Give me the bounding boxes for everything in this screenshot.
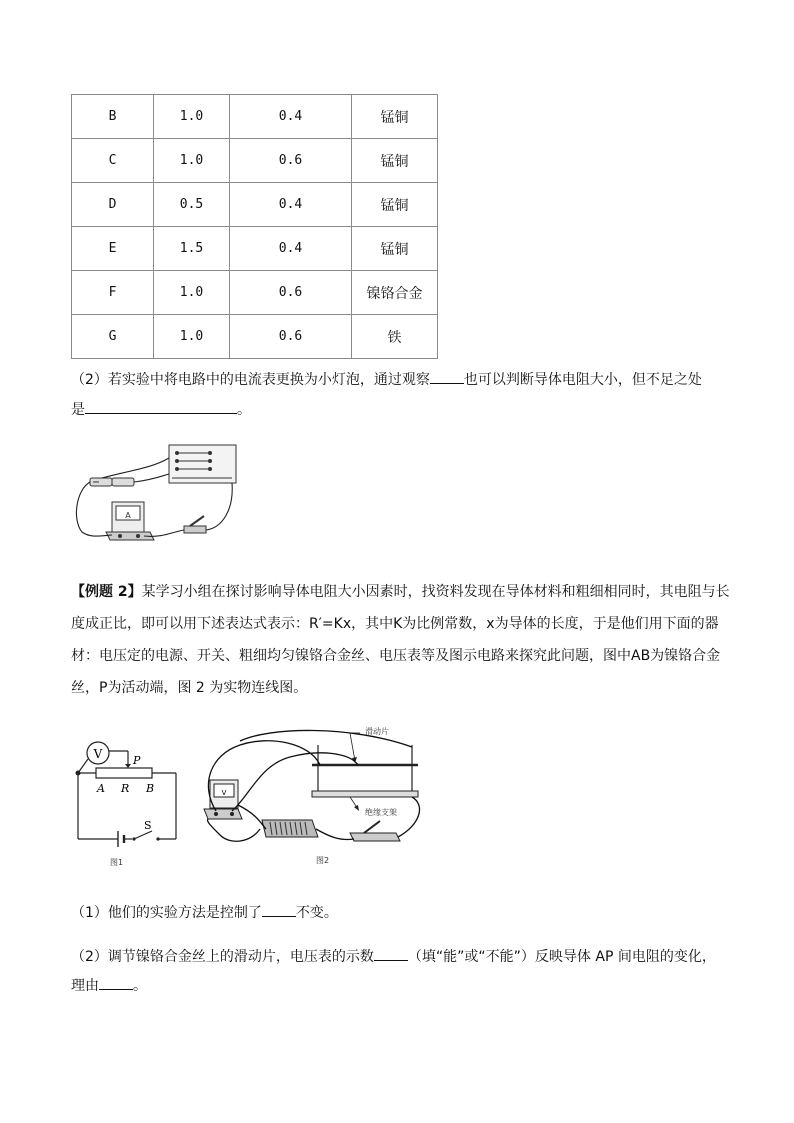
example-2-text-1: 某学习小组在探讨影响导体电阻大小因素时，找资料发现在导体材料和粗细相同时，其电阻与长 [141,584,730,600]
sub-question-1 [71,902,741,923]
table-cell-material: 锰铜 [352,95,438,139]
question-2-text-b: 也可以判断导体电阻大小，但不足之处 [463,372,702,388]
table-cell-id: C [72,139,154,183]
table-row [72,183,438,227]
figure-caption-1: 图1 [110,858,124,867]
answer-blank-can[interactable] [374,946,408,961]
battery-pack [262,820,318,837]
table-row [72,271,438,315]
example-2-line4: 丝，P为活动端，图 2 为实物连线图。 [71,680,308,696]
voltmeter-symbol [87,742,109,764]
circuit-diagram-figure-1 [70,737,180,869]
table-row [72,227,438,271]
battery [90,478,134,486]
question-2-text-c: 是 [71,402,85,418]
table-cell-area: 0.6 [230,271,352,315]
question-2-line2 [71,399,741,420]
sub-question-2-text-b: （填“能”或“不能”）反映导体 AP 间电阻的变化， [407,949,716,965]
sub-question-2-text-a: （2）调节镍铬合金丝上的滑动片，电压表的示数 [71,949,374,965]
answer-blank-reason[interactable] [99,975,133,990]
label-b: B [146,782,155,795]
switch-device [350,821,400,841]
label-a: A [97,782,105,795]
sub-question-2-line1 [71,946,741,967]
table-cell-length: 1.0 [154,315,230,359]
circuit-figure-1 [72,440,242,550]
answer-blank-observe[interactable] [430,369,464,384]
sub-question-2-text-c: 理由 [71,978,99,994]
example-2-line2: 度成正比，即可以用下述表达式表示：R′=Kx，其中K为比例常数，x为导体的长度，于是他们用下面的器 [71,616,719,632]
question-2-line1 [71,369,741,390]
table-row [72,315,438,359]
table-cell-id: G [72,315,154,359]
wire-table [71,94,438,359]
example-2-line1 [71,582,741,602]
slider-label: 滑动片 [365,727,389,736]
battery-symbol [118,831,124,847]
table-cell-material: 锰铜 [352,183,438,227]
voltmeter-device-label: V [221,789,227,797]
resistor-wire-ab [96,768,152,778]
table-cell-area: 0.6 [230,139,352,183]
sub-question-2-text-d: 。 [133,978,147,994]
ammeter-label: A [125,511,131,520]
table-cell-material: 镍铬合金 [352,271,438,315]
junction-dot [76,771,81,776]
table-cell-area: 0.4 [230,183,352,227]
table-cell-id: E [72,227,154,271]
sub-question-1-text-b: 不变。 [295,905,338,921]
table-row [72,139,438,183]
figure-caption-2: 图2 [316,856,330,865]
support-label: 绝缘支架 [365,808,397,817]
ammeter [106,502,154,540]
answer-blank-controlled[interactable] [262,902,296,917]
table-cell-length: 1.0 [154,95,230,139]
voltmeter-device [204,780,242,819]
sub-question-2-line2 [71,975,741,996]
table-cell-length: 1.0 [154,271,230,315]
resistance-board [169,445,236,483]
table-cell-area: 0.6 [230,315,352,359]
example-tag: 【例题 2】 [71,584,142,600]
table-cell-material: 锰铜 [352,139,438,183]
label-p: P [133,754,141,767]
label-s: S [144,819,152,832]
table-cell-length: 1.5 [154,227,230,271]
table-cell-material: 铁 [352,315,438,359]
table-cell-id: F [72,271,154,315]
example-2-line3: 材：电压定的电源、开关、粗细均匀镍铬合金丝、电压表等及图示电路来探究此问题，图中AB为镍铬合金 [71,648,721,664]
table-cell-id: D [72,183,154,227]
table-cell-id: B [72,95,154,139]
physical-wiring-figure-2 [200,725,430,865]
table-cell-area: 0.4 [230,227,352,271]
voltmeter-label: V [93,747,103,761]
table-cell-length: 1.0 [154,139,230,183]
table-row [72,95,438,139]
switch-symbol [132,831,159,841]
sub-question-1-text-a: （1）他们的实验方法是控制了 [71,905,262,921]
table-cell-length: 0.5 [154,183,230,227]
label-r: R [121,782,130,795]
answer-blank-shortcoming[interactable] [85,399,237,414]
table-cell-area: 0.4 [230,95,352,139]
question-2-text-d: 。 [237,402,251,418]
question-2-text-a: （2）若实验中将电路中的电流表更换为小灯泡，通过观察 [71,372,430,388]
table-cell-material: 锰铜 [352,227,438,271]
alloy-wire-rig [312,733,418,811]
switch [184,516,206,533]
